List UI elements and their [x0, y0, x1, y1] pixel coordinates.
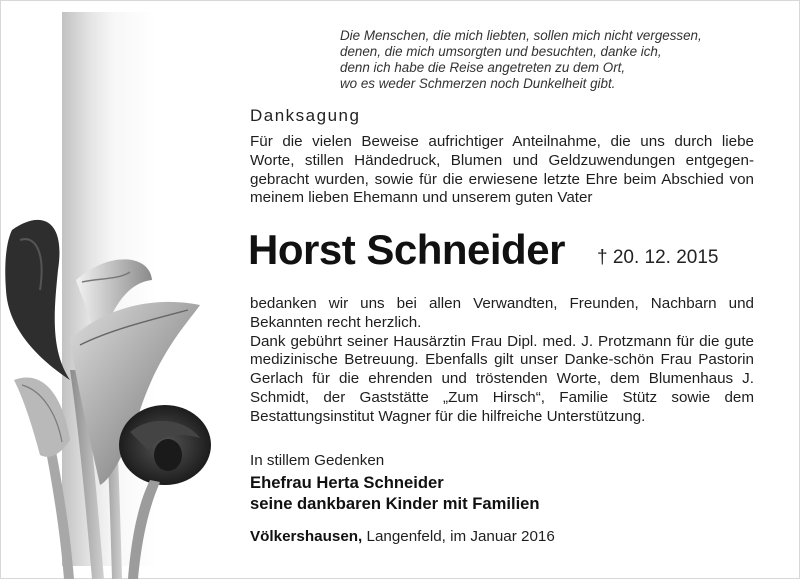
death-date: † 20. 12. 2015 [597, 247, 719, 268]
place-name: Völkershausen, [250, 528, 363, 545]
place-rest: Langenfeld, im Januar 2016 [362, 528, 555, 545]
signers-block [250, 472, 540, 514]
quote-line: denn ich habe die Reise angetreten zu dem Ort, [340, 60, 626, 75]
memory-line: In stillem Gedenken [250, 452, 385, 469]
quote-line: denen, die mich umsorgten und besuchten, danke ich, [340, 44, 662, 59]
place-date-line [250, 528, 555, 545]
intro-paragraph: Für die vielen Beweise aufrichtiger Anteilnahme, die uns durch liebe Worte, stillen Händedruck, Blumen und Geldzuwendungen entgegen-gebracht wurden, sowie für die erwiesene letzte Ehre beim Abschied von meinem lieben Ehemann und unserem guten Vater [250, 133, 754, 207]
quote-line: Die Menschen, die mich liebten, sollen mich nicht vergessen, [340, 28, 702, 43]
calla-lily-icon [0, 210, 230, 579]
signer-line: Ehefrau Herta Schneider [250, 473, 444, 492]
thanks-paragraph-2: Dank gebührt seiner Hausärztin Frau Dipl. med. J. Protzmann für die gute medizinische Betreuung. Ebenfalls gilt unser Danke-schön Frau Pastorin Gerlach für die ehrenden und tröstenden Worte, dem Blumenhaus J. Schmidt, der Gaststätte „Zum Hirsch“, Familie Stütz sowie dem Bestattungsinstitut Wagner für die hilfreiche Unterstützung. [250, 332, 754, 425]
thanks-paragraph-1: bedanken wir uns bei allen Verwandten, Freunden, Nachbarn und Bekannten recht herzlich. [250, 295, 754, 331]
thanks-section [250, 295, 754, 427]
memorial-quote [340, 28, 780, 92]
deceased-name: Horst Schneider [248, 226, 565, 273]
notice-heading: Danksagung [250, 106, 361, 125]
signer-line: seine dankbaren Kinder mit Familien [250, 494, 540, 513]
quote-line: wo es weder Schmerzen noch Dunkelheit gibt. [340, 76, 616, 91]
